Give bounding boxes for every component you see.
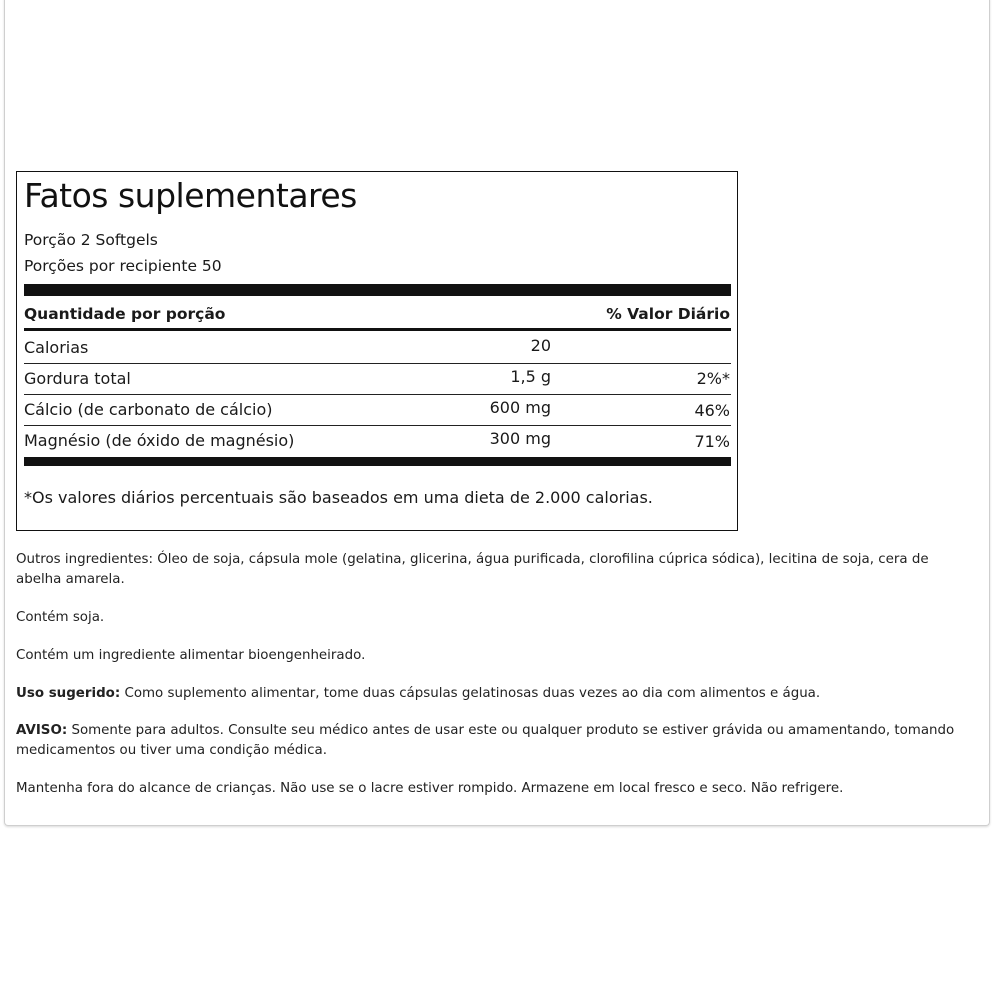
facts-title: Fatos suplementares [24,176,357,215]
row-label-calories: Calorias [24,338,89,357]
storage-instructions: Mantenha fora do alcance de crianças. Não use se o lacre estiver rompido. Armazene em local fresco e seco. Não refrigere. [16,781,844,796]
row-amount-calcium: 600 mg [489,398,551,417]
row-label-magnesium: Magnésio (de óxido de magnésio) [24,431,295,450]
row-dv-calcium: 46% [694,401,730,420]
row-amount-calories: 20 [530,336,551,355]
divider-thick-bottom [24,457,731,466]
other-ingredients: Outros ingredientes: Óleo de soja, cápsula mole (gelatina, glicerina, água purificada, clorofilina cúprica sódica), lecitina de soja, cera de abelha amarela. [16,552,929,587]
divider-thick-top [24,284,731,296]
row-dv-magnesium: 71% [694,432,730,451]
allergen-soy: Contém soja. [16,610,105,625]
servings-per-container: Porções por recipiente 50 [24,257,222,275]
row-rule [24,394,731,395]
row-label-calcium: Cálcio (de carbonato de cálcio) [24,400,273,419]
suggested-use-label: Uso sugerido: [16,686,121,701]
header-amount-per-serving: Quantidade por porção [24,305,226,323]
supplement-facts-box [16,171,738,531]
serving-size: Porção 2 Softgels [24,231,158,249]
row-amount-total-fat: 1,5 g [510,367,551,386]
row-rule [24,363,731,364]
warning [16,721,976,761]
suggested-use-text: Como suplemento alimentar, tome duas cápsulas gelatinosas duas vezes ao dia com alimentos e água. [120,686,821,701]
suggested-use [16,684,976,704]
daily-value-footnote: *Os valores diários percentuais são baseados em uma dieta de 2.000 calorias. [24,488,653,507]
row-dv-total-fat: 2%* [696,369,730,388]
row-label-total-fat: Gordura total [24,369,131,388]
bioengineered-notice: Contém um ingrediente alimentar bioengenheirado. [16,648,366,663]
divider-header [24,328,731,331]
row-amount-magnesium: 300 mg [489,429,551,448]
warning-text: Somente para adultos. Consulte seu médico antes de usar este ou qualquer produto se estiver grávida ou amamentando, tomando medicamentos ou tiver uma condição médica. [16,723,955,758]
header-daily-value: % Valor Diário [606,305,730,323]
warning-label: AVISO: [16,723,68,738]
row-rule [24,425,731,426]
